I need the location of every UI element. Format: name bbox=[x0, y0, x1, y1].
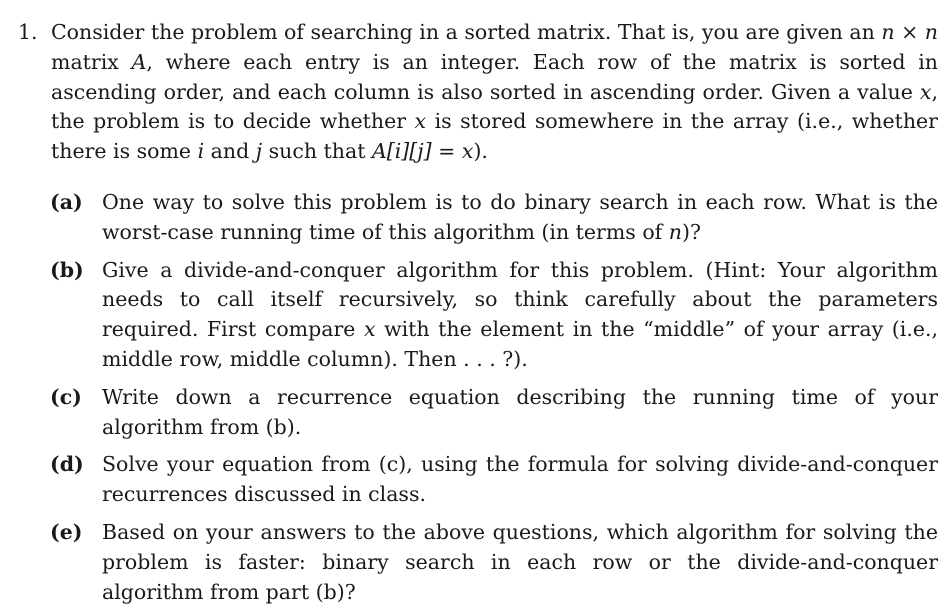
subpart-b bbox=[50, 256, 938, 375]
math-n: n bbox=[881, 20, 895, 44]
math-A: A bbox=[131, 49, 147, 74]
problem-text-part: Consider the problem of searching in a sorted matrix. That is, you are given an bbox=[51, 20, 882, 44]
subpart-text: Give a divide-and-conquer algorithm for this problem. (Hint: Your algorithm needs to call itself recursively, so think carefully about the parameters required. First compare bbox=[102, 257, 938, 342]
math-n: n bbox=[924, 20, 938, 44]
math-x: x bbox=[363, 317, 376, 342]
subparts-list bbox=[50, 188, 938, 615]
problem-text-part: and bbox=[204, 139, 256, 164]
subpart-text: )? bbox=[681, 219, 701, 244]
subpart-a bbox=[50, 188, 938, 248]
problem-number: 1. bbox=[18, 20, 38, 44]
problem-1 bbox=[18, 18, 938, 167]
problem-text-part: , the problem is to decide whether bbox=[51, 79, 938, 134]
subpart-label: (d) bbox=[50, 452, 84, 477]
subpart-label: (b) bbox=[50, 257, 84, 282]
subpart-text: Based on your answers to the above questions, which algorithm for solving the problem is faster: binary search in each row or the divide-and-conquer algorithm from part (b)? bbox=[102, 519, 938, 604]
math-expression: A[i][j] = x bbox=[371, 139, 474, 164]
problem-statement bbox=[51, 18, 938, 167]
math-j: j bbox=[255, 139, 263, 164]
problem-text-part: is stored somewhere in the array (i.e., whether there is some bbox=[51, 109, 938, 164]
subpart-text: Write down a recurrence equation describing the running time of your algorithm from (b). bbox=[102, 384, 938, 439]
subpart-e bbox=[50, 518, 938, 607]
subpart-label: (c) bbox=[50, 384, 82, 409]
subpart-text: Solve your equation from (c), using the formula for solving divide-and-conquer recurrences discussed in class. bbox=[102, 452, 938, 507]
math-x: x bbox=[414, 109, 427, 134]
problem-text-part: matrix bbox=[51, 49, 132, 74]
subpart-label: (a) bbox=[50, 190, 83, 214]
math-n: n bbox=[668, 219, 682, 244]
subpart-text: with the element in the “middle” of your array (i.e., middle row, middle column). Then . . . ?). bbox=[102, 317, 938, 371]
math-i: i bbox=[197, 139, 205, 164]
subpart-c bbox=[50, 383, 938, 443]
problem-text-part: such that bbox=[262, 139, 372, 164]
subpart-text: One way to solve this problem is to do binary search in each row. What is the worst-case running time of this algorithm (in terms of bbox=[102, 190, 938, 244]
problem-text-part: ). bbox=[473, 139, 488, 164]
subpart-label: (e) bbox=[50, 519, 83, 544]
problem-text-part: , where each entry is an integer. Each row of the matrix is sorted in ascending order, and each column is also sorted in ascending order. Given a value bbox=[51, 49, 938, 104]
math-times: × bbox=[894, 20, 925, 44]
subpart-d bbox=[50, 450, 938, 510]
math-x: x bbox=[919, 79, 932, 104]
